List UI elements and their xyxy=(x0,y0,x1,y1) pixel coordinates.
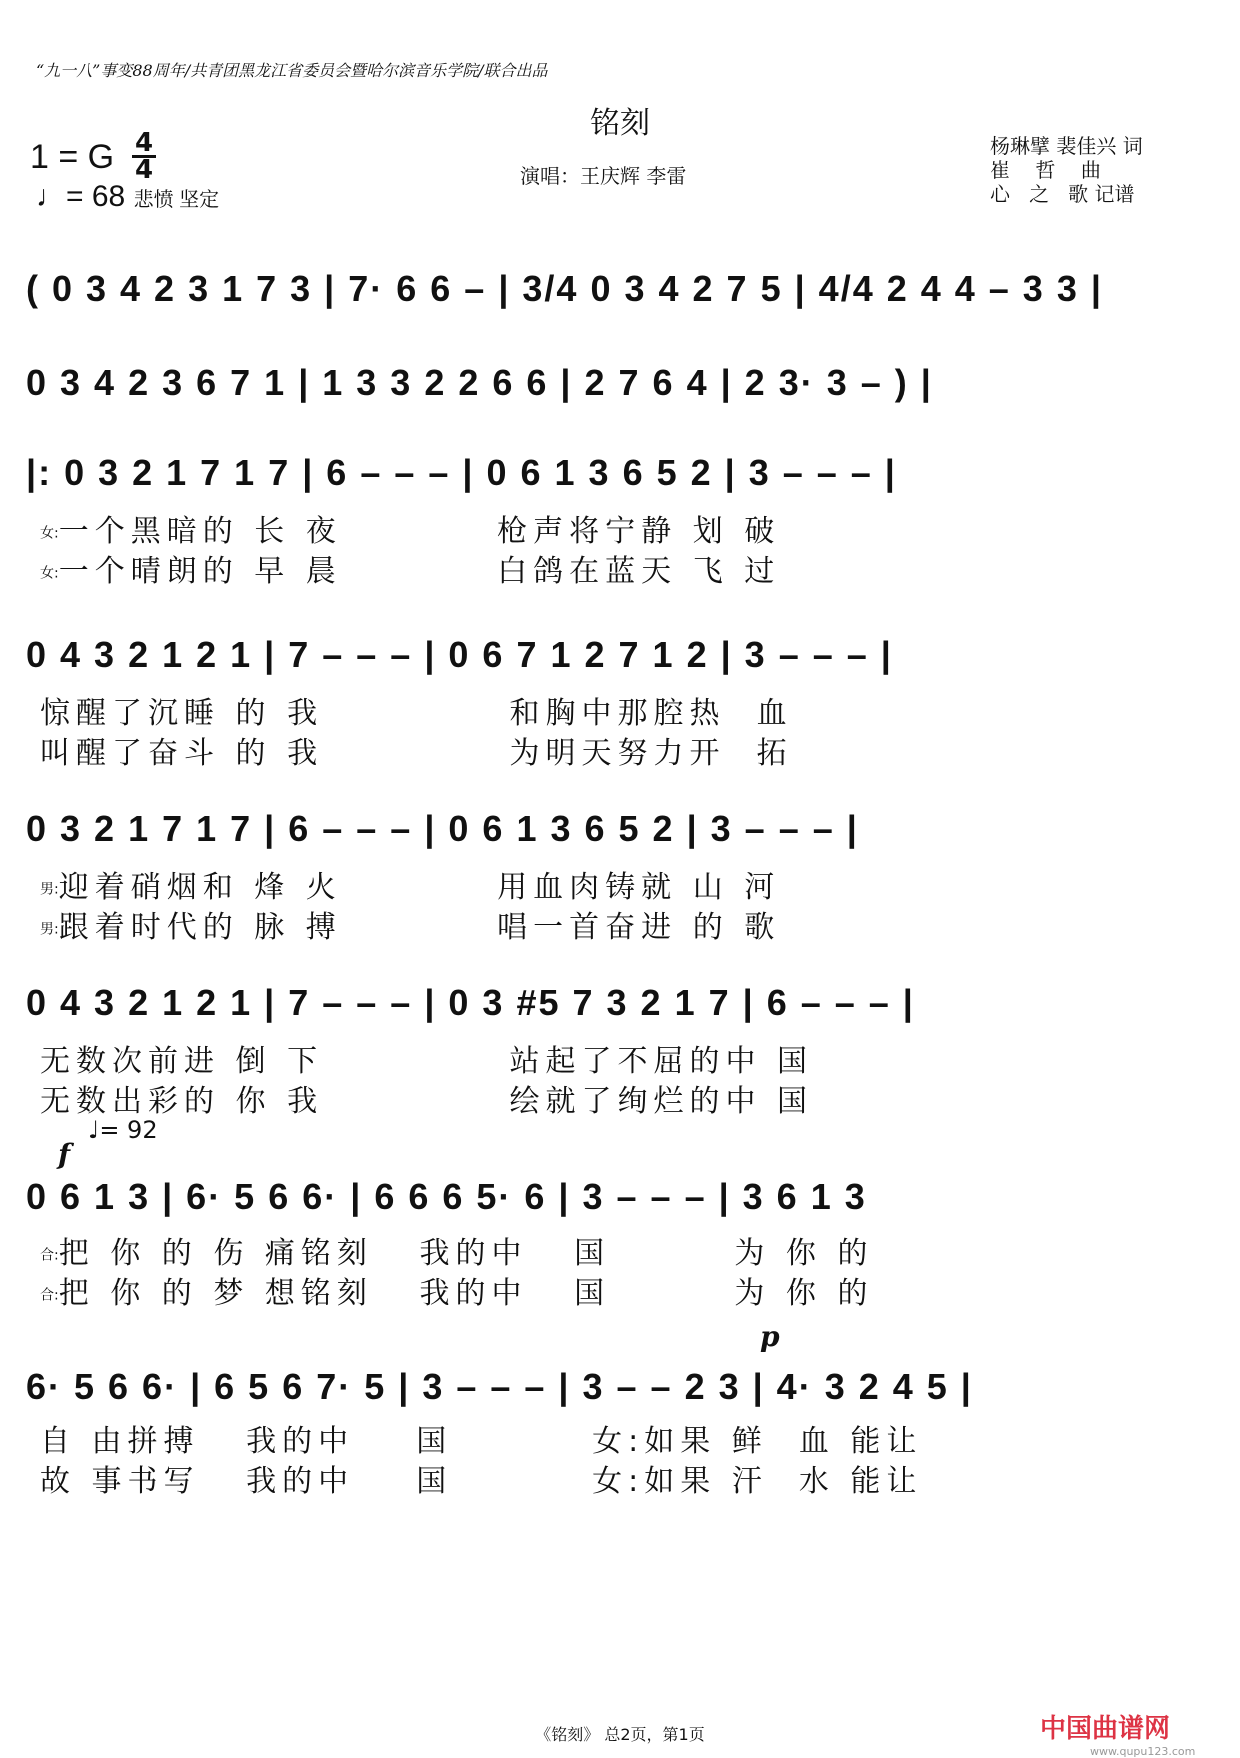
watermark-url: www.qupu123.com xyxy=(1090,1745,1196,1758)
notation-row-1: ( 0 3 4 2 3 1 7 3 | 7· 6 6 – | 3/4 0 3 4 2 7 5 | 4/4 2 4 4 – 3 3 | xyxy=(26,268,1103,309)
transcriber: 心 之 歌 记谱 xyxy=(990,182,1135,206)
lyric-line: 男:跟着时代的 脉 搏 唱一首奋进 的 歌 xyxy=(40,910,781,945)
lyric-line: 无数出彩的 你 我 绘就了绚烂的中 国 xyxy=(40,1084,814,1119)
lyricist: 杨琳擘 裴佳兴 词 xyxy=(990,134,1143,158)
notation-row-5: 0 3 2 1 7 1 7 | 6 – – – | 0 6 1 3 6 5 2 | 3 – – – | xyxy=(26,808,859,849)
composer: 崔 哲 曲 xyxy=(990,158,1101,182)
lyric-line: 故 事书写 我的中 国 女:如果 汗 水 能让 xyxy=(40,1464,923,1499)
tempo-change: ♩= 92 xyxy=(88,1116,158,1144)
lyric-line: 自 由拼搏 我的中 国 女:如果 鲜 血 能让 xyxy=(40,1424,923,1459)
notation-row-8: 6· 5 6 6· | 6 5 6 7· 5 | 3 – – – | 3 – – 2 3 | 4· 3 2 4 5 | xyxy=(26,1366,973,1407)
song-title: 铭刻 xyxy=(590,106,650,141)
time-top: 4 xyxy=(134,128,154,158)
lyric-line: 女:一个黑暗的 长 夜 枪声将宁静 划 破 xyxy=(40,514,781,549)
tempo xyxy=(36,180,219,214)
notation-row-4: 0 4 3 2 1 2 1 | 7 – – – | 0 6 7 1 2 7 1 2 | 3 – – – | xyxy=(26,634,893,675)
singers: 演唱：王庆辉 李雷 xyxy=(520,164,687,188)
lyric-line: 惊醒了沉睡 的 我 和胸中那腔热 血 xyxy=(40,696,793,731)
dynamic-forte: f xyxy=(58,1138,71,1171)
time-signature xyxy=(132,128,156,185)
watermark-site: 中国曲谱网 xyxy=(1040,1714,1171,1744)
notation-row-3: |: 0 3 2 1 7 1 7 | 6 – – – | 0 6 1 3 6 5 2 | 3 – – – | xyxy=(26,452,897,493)
publisher-note: “九一八”事变88周年/共青团黑龙江省委员会暨哈尔滨音乐学院/联合出品 xyxy=(36,61,548,80)
lyric-line: 合:把 你 的 梦 想铭刻 我的中 国 为 你 的 xyxy=(40,1276,874,1311)
credits xyxy=(990,134,1143,206)
key-signature: 1 = G xyxy=(30,138,115,176)
notation-row-7: 0 6 1 3 | 6· 5 6 6· | 6 6 6 5· 6 | 3 – – – | 3 6 1 3 xyxy=(26,1176,867,1217)
tempo-value: ♩= 68 xyxy=(36,180,126,213)
lyric-line: 男:迎着硝烟和 烽 火 用血肉铸就 山 河 xyxy=(40,870,781,905)
lyric-line: 合:把 你 的 伤 痛铭刻 我的中 国 为 你 的 xyxy=(40,1236,874,1271)
expression-marking: 悲愤 坚定 xyxy=(133,189,220,211)
time-bottom: 4 xyxy=(134,155,154,185)
lyric-line: 女:一个晴朗的 早 晨 白鸽在蓝天 飞 过 xyxy=(40,554,781,589)
page-footer: 《铭刻》 总2页，第1页 xyxy=(535,1725,705,1744)
lyric-line: 叫醒了奋斗 的 我 为明天努力开 拓 xyxy=(40,736,793,771)
notation-row-6: 0 4 3 2 1 2 1 | 7 – – – | 0 3 #5 7 3 2 1 7 | 6 – – – | xyxy=(26,982,915,1023)
notation-row-2: 0 3 4 2 3 6 7 1 | 1 3 3 2 2 6 6 | 2 7 6 4 | 2 3· 3 – ) | xyxy=(26,362,933,403)
dynamic-piano: p xyxy=(760,1320,780,1353)
lyric-line: 无数次前进 倒 下 站起了不屈的中 国 xyxy=(40,1044,814,1079)
site-watermark xyxy=(1040,1708,1195,1758)
